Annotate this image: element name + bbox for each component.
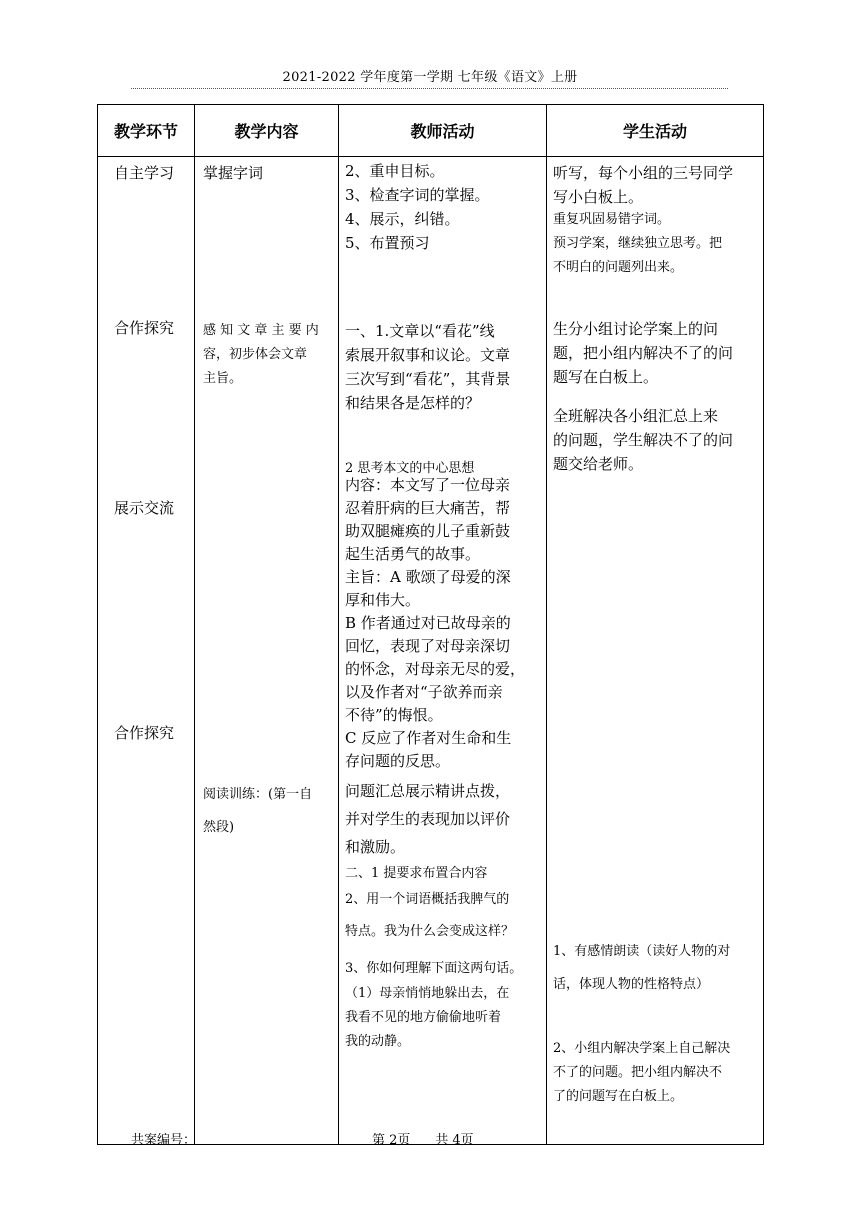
stage-label: 合作探究 (114, 724, 175, 742)
teacher-line: 以及作者对“子欲养而亲 (345, 683, 503, 701)
student-line: 话，体现人物的性格特点） (553, 977, 710, 992)
teacher-line: 2、重申目标。 (345, 162, 445, 180)
column-header-stage: 教学环节 (98, 105, 195, 157)
student-line: 生分小组讨论学案上的问 (553, 320, 719, 338)
stage-label: 展示交流 (114, 499, 175, 517)
teacher-line: 主旨：A 歌颂了母爱的深 (345, 568, 511, 586)
teacher-paragraph (345, 884, 514, 948)
teacher-line: 特点。我为什么会变成这样？ (345, 924, 515, 939)
student-paragraph (553, 208, 722, 280)
teacher-line: 起生活勇气的故事。 (345, 545, 481, 563)
document-header: 2021-2022 学年度第一学期 七年级《语文》上册 (282, 70, 578, 85)
lesson-plan-table (97, 104, 764, 1145)
student-cell (547, 157, 764, 1145)
student-line: 预习学案，继续独立思考。把 (553, 236, 723, 251)
student-line: 重复巩固易错字词。 (553, 212, 671, 227)
teacher-line: 3、检查字词的掌握。 (345, 186, 490, 204)
student-line: 题，把小组内解决不了的问 (553, 344, 734, 362)
teacher-line: 5、布置预习 (345, 234, 430, 252)
student-line: 的问题，学生解决不了的问 (553, 431, 734, 449)
teacher-line: 索展开叙事和议论。文章 (345, 346, 511, 364)
teacher-line: 回忆，表现了对母亲深切 (345, 637, 511, 655)
teacher-line: 二、1 提要求布置合内容 (345, 866, 488, 881)
teacher-line: （1）母亲悄悄地躲出去，在 (345, 986, 510, 1001)
teacher-subtitle: 2 思考本文的中心思想 (345, 461, 475, 476)
footer-case-number: 共案编号： (131, 1133, 197, 1148)
teacher-line: 内容：本文写了一位母亲 (345, 476, 511, 494)
teacher-line: 我看不见的地方偷偷地听着 (345, 1010, 502, 1025)
content-paragraph (203, 778, 312, 844)
student-line: 题交给老师。 (553, 455, 644, 473)
teacher-line: 忍着肝病的巨大痛苦，帮 (345, 499, 511, 517)
content-text: 掌握字词 (203, 164, 264, 182)
student-line: 写小白板上。 (553, 188, 644, 206)
stage-label: 自主学习 (114, 164, 175, 182)
teacher-cell (339, 157, 547, 1145)
student-line: 听写，每个小组的三号同学 (553, 164, 734, 182)
student-line: 2、小组内解决学案上自己解决 (553, 1041, 731, 1056)
teacher-line: 不待”的悔恨。 (345, 706, 443, 724)
student-line: 不明白的问题列出来。 (553, 260, 684, 275)
stage-cell (98, 157, 195, 1145)
content-line: 容，初步体会文章 (203, 347, 308, 362)
student-paragraph (553, 404, 733, 476)
column-header-teacher: 教师活动 (339, 105, 547, 157)
teacher-line: 的怀念，对母亲无尽的爱， (345, 660, 526, 678)
teacher-paragraph (345, 982, 509, 1054)
student-line: 题写在白板上。 (553, 368, 659, 386)
content-cell (195, 157, 339, 1145)
student-paragraph (553, 1037, 730, 1109)
teacher-line: 助双腿瘫痪的儿子重新鼓 (345, 522, 511, 540)
table-body-row (98, 157, 764, 1145)
teacher-line: 和结果各是怎样的？ (345, 394, 481, 412)
teacher-line: 和激励。 (345, 838, 406, 856)
content-line: 主旨。 (203, 371, 243, 386)
teacher-paragraph (345, 319, 510, 415)
teacher-paragraph (345, 159, 490, 255)
student-line: 不了的问题。把小组内解决不 (553, 1065, 723, 1080)
student-line: 全班解决各小组汇总上来 (553, 407, 719, 425)
teacher-line: 厚和伟大。 (345, 591, 421, 609)
teacher-line: 4、展示，纠错。 (345, 210, 460, 228)
content-line: 感 知 文 章 主 要 内 (203, 323, 319, 338)
student-paragraph (553, 161, 733, 209)
teacher-line: 三次写到“看花”，其背景 (345, 370, 511, 388)
content-line: 然段) (203, 820, 235, 835)
content-line: 阅读训练：(第一自 (203, 787, 313, 802)
teacher-line: 一、1.文章以“看花”线 (345, 322, 495, 340)
teacher-line: 2、用一个词语概括我脾气的 (345, 892, 510, 907)
footer-page-number: 第 2页 共 4页 (372, 1133, 474, 1148)
column-header-student: 学生活动 (547, 105, 764, 157)
teacher-line: 并对学生的表现加以评价 (345, 810, 511, 828)
teacher-paragraph (345, 474, 525, 773)
column-header-content: 教学内容 (195, 105, 339, 157)
student-paragraph (553, 935, 730, 1001)
student-paragraph (553, 317, 733, 389)
teacher-line: C 反应了作者对生命和生 (345, 729, 512, 747)
teacher-line: 我的动静。 (345, 1034, 411, 1049)
teacher-line: 存问题的反思。 (345, 752, 451, 770)
teacher-line: 3、你如何理解下面这两句话。 (345, 961, 523, 976)
teacher-line: B 作者通过对已故母亲的 (345, 614, 511, 632)
content-paragraph (203, 319, 319, 391)
teacher-line: 问题汇总展示精讲点拨， (345, 782, 511, 800)
stage-label: 合作探究 (114, 319, 175, 337)
table-header-row (98, 105, 764, 157)
teacher-paragraph (345, 777, 510, 861)
header-dotted-rule (131, 88, 728, 89)
student-line: 了的问题写在白板上。 (553, 1089, 684, 1104)
student-line: 1、有感情朗读（读好人物的对 (553, 944, 731, 959)
